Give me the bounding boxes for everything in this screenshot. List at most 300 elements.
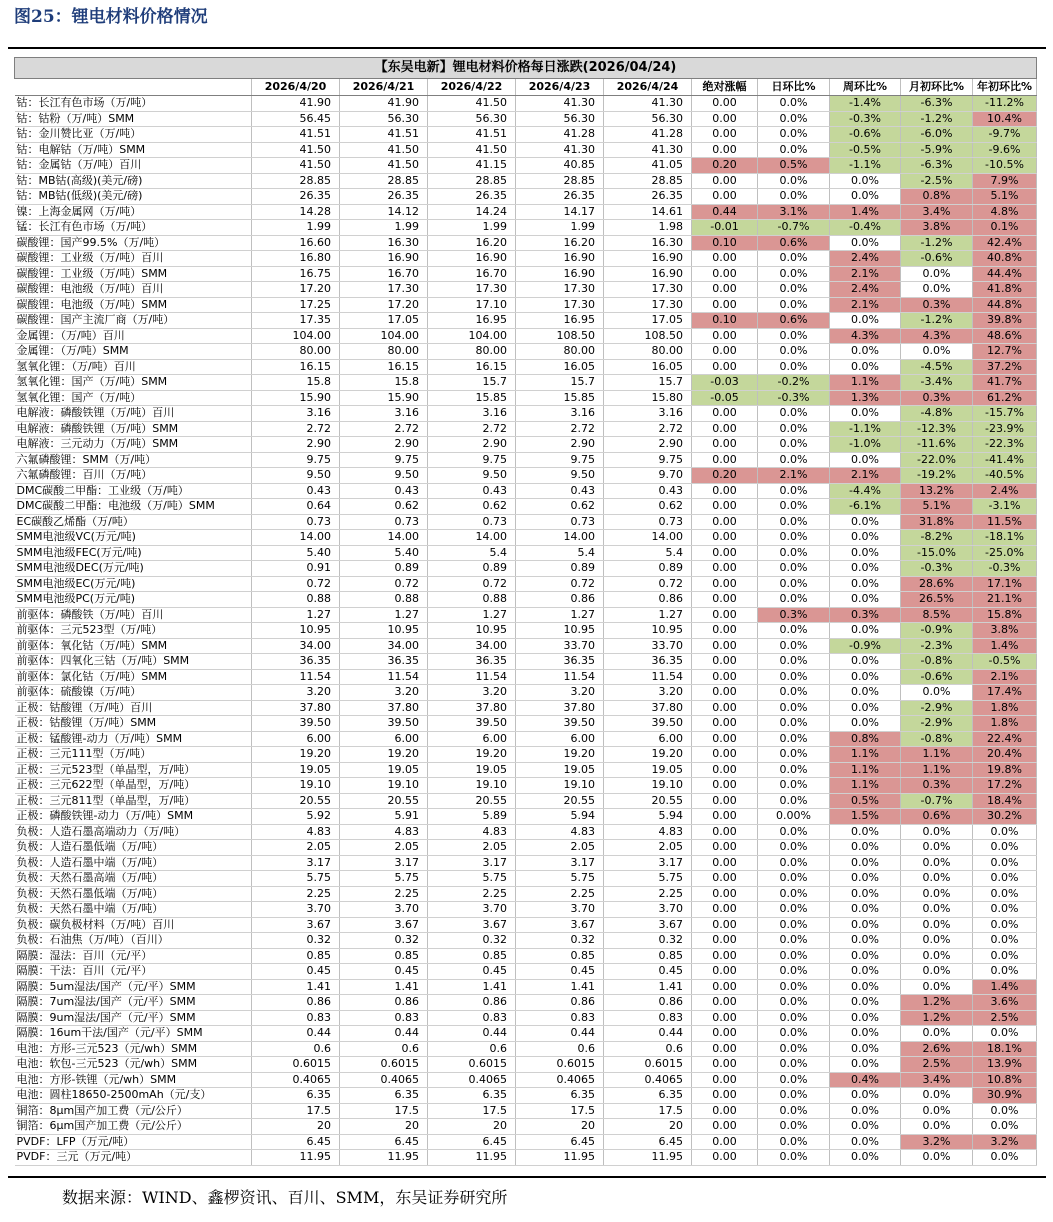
price-cell: 11.54 <box>252 669 340 685</box>
price-cell: 0.83 <box>428 1010 516 1026</box>
change-cell: -18.1% <box>973 530 1037 546</box>
price-cell: 0.44 <box>340 1026 428 1042</box>
price-cell: 56.30 <box>604 111 692 127</box>
table-row <box>15 390 1037 406</box>
table-row <box>15 607 1037 623</box>
material-name-cell: 镍：上海金属网（万/吨） <box>15 204 252 220</box>
change-cell: -1.1% <box>830 421 901 437</box>
price-cell: 5.75 <box>252 871 340 887</box>
change-cell: -5.9% <box>901 142 973 158</box>
change-cell: 0.0% <box>830 452 901 468</box>
material-name-cell: 钴：MB钴(高级)(美元/磅) <box>15 173 252 189</box>
table-row <box>15 793 1037 809</box>
change-cell: 44.8% <box>973 297 1037 313</box>
price-cell: 0.45 <box>428 964 516 980</box>
price-cell: 9.50 <box>516 468 604 484</box>
change-cell: 0.0% <box>830 1010 901 1026</box>
top-rule <box>8 47 1046 49</box>
change-cell: 0.0% <box>758 886 830 902</box>
material-name-cell: 负极：人造石墨低端（万/吨） <box>15 840 252 856</box>
table-row <box>15 375 1037 391</box>
price-cell: 5.92 <box>252 809 340 825</box>
change-cell: 1.4% <box>973 979 1037 995</box>
change-cell: 0.0% <box>758 902 830 918</box>
change-cell: 0.0% <box>758 1057 830 1073</box>
change-cell: 0.00 <box>692 173 758 189</box>
change-cell: 0.0% <box>830 576 901 592</box>
change-cell: 2.1% <box>973 669 1037 685</box>
material-name-cell: 正极：三元111型（万/吨） <box>15 747 252 763</box>
change-cell: -0.01 <box>692 220 758 236</box>
price-cell: 11.95 <box>340 1150 428 1166</box>
change-cell: 31.8% <box>901 514 973 530</box>
change-cell: 0.0% <box>758 1134 830 1150</box>
material-name-cell: 电池：圆柱18650-2500mAh（元/支） <box>15 1088 252 1104</box>
change-cell: 0.0% <box>901 886 973 902</box>
price-cell: 2.72 <box>516 421 604 437</box>
change-cell: 0.0% <box>901 1088 973 1104</box>
price-cell: 3.70 <box>516 902 604 918</box>
change-cell: 0.0% <box>758 731 830 747</box>
change-cell: 0.0% <box>830 824 901 840</box>
source-note: 数据来源：WIND、鑫椤资讯、百川、SMM，东吴证券研究所 <box>62 1188 508 1207</box>
price-cell: 0.83 <box>516 1010 604 1026</box>
price-cell: 19.05 <box>604 762 692 778</box>
price-cell: 3.16 <box>516 406 604 422</box>
change-cell: 0.00 <box>692 824 758 840</box>
price-cell: 19.20 <box>340 747 428 763</box>
price-cell: 0.86 <box>604 995 692 1011</box>
change-cell: 17.2% <box>973 778 1037 794</box>
price-cell: 28.85 <box>252 173 340 189</box>
price-cell: 104.00 <box>428 328 516 344</box>
change-cell: -41.4% <box>973 452 1037 468</box>
change-cell: 0.44 <box>692 204 758 220</box>
material-name-cell: 隔膜：5um湿法/国产（元/平）SMM <box>15 979 252 995</box>
price-cell: 0.32 <box>252 933 340 949</box>
change-cell: -0.6% <box>901 251 973 267</box>
table-row <box>15 251 1037 267</box>
change-cell: 0.00 <box>692 716 758 732</box>
price-cell: 39.50 <box>252 716 340 732</box>
price-cell: 6.35 <box>604 1088 692 1104</box>
table-header-row <box>15 79 1037 96</box>
price-cell: 19.20 <box>428 747 516 763</box>
price-cell: 14.12 <box>340 204 428 220</box>
price-cell: 41.51 <box>428 127 516 143</box>
change-cell: -25.0% <box>973 545 1037 561</box>
change-cell: 0.0% <box>973 1150 1037 1166</box>
table-row <box>15 344 1037 360</box>
change-cell: 0.0% <box>758 173 830 189</box>
change-cell: 40.8% <box>973 251 1037 267</box>
change-cell: 0.0% <box>758 871 830 887</box>
change-cell: -0.8% <box>901 654 973 670</box>
price-cell: 11.54 <box>516 669 604 685</box>
price-cell: 16.70 <box>340 266 428 282</box>
price-cell: 17.5 <box>340 1103 428 1119</box>
change-cell: 0.00 <box>692 127 758 143</box>
change-cell: 0.0% <box>758 747 830 763</box>
change-cell: 0.0% <box>758 406 830 422</box>
price-cell: 5.89 <box>428 809 516 825</box>
table-row <box>15 142 1037 158</box>
price-cell: 16.30 <box>340 235 428 251</box>
change-cell: 0.0% <box>901 917 973 933</box>
table-row <box>15 561 1037 577</box>
price-cell: 9.50 <box>252 468 340 484</box>
change-cell: 0.0% <box>758 189 830 205</box>
price-cell: 0.72 <box>604 576 692 592</box>
material-name-cell: 负极：碳负极材料（万/吨）百川 <box>15 917 252 933</box>
price-cell: 0.89 <box>428 561 516 577</box>
table-row <box>15 1072 1037 1088</box>
price-cell: 9.75 <box>604 452 692 468</box>
change-cell: 0.0% <box>830 173 901 189</box>
price-cell: 16.15 <box>252 359 340 375</box>
change-cell: 3.4% <box>901 1072 973 1088</box>
change-cell: 0.00 <box>692 778 758 794</box>
price-cell: 3.17 <box>516 855 604 871</box>
price-cell: 5.94 <box>604 809 692 825</box>
change-cell: 0.00 <box>692 1057 758 1073</box>
price-cell: 0.6015 <box>252 1057 340 1073</box>
change-cell: 0.0% <box>758 297 830 313</box>
change-cell: -23.9% <box>973 421 1037 437</box>
price-cell: 0.88 <box>340 592 428 608</box>
price-cell: 0.44 <box>516 1026 604 1042</box>
change-cell: -0.3% <box>901 561 973 577</box>
table-row <box>15 886 1037 902</box>
change-cell: 0.5% <box>830 793 901 809</box>
change-cell: 0.0% <box>758 576 830 592</box>
price-cell: 5.40 <box>340 545 428 561</box>
price-cell: 6.00 <box>340 731 428 747</box>
price-cell: 15.7 <box>516 375 604 391</box>
price-cell: 0.86 <box>340 995 428 1011</box>
change-cell: 0.00 <box>692 1026 758 1042</box>
table-row <box>15 716 1037 732</box>
change-cell: -4.8% <box>901 406 973 422</box>
price-cell: 0.62 <box>604 499 692 515</box>
change-cell: 0.00 <box>692 1103 758 1119</box>
price-cell: 2.05 <box>340 840 428 856</box>
material-name-cell: 六氟磷酸锂：百川（万/吨） <box>15 468 252 484</box>
change-cell: 30.9% <box>973 1088 1037 1104</box>
material-name-cell: 金属锂：（万/吨）百川 <box>15 328 252 344</box>
change-cell: 0.00 <box>692 731 758 747</box>
change-cell: 0.0% <box>758 654 830 670</box>
material-name-cell: 前驱体：磷酸铁（万/吨）百川 <box>15 607 252 623</box>
change-cell: 0.0% <box>901 685 973 701</box>
change-cell: 0.0% <box>758 979 830 995</box>
price-cell: 0.62 <box>516 499 604 515</box>
table-row <box>15 747 1037 763</box>
price-cell: 2.05 <box>604 840 692 856</box>
change-cell: 0.0% <box>830 716 901 732</box>
price-cell: 0.72 <box>516 576 604 592</box>
change-cell: 3.8% <box>973 623 1037 639</box>
table-row <box>15 421 1037 437</box>
change-cell: -0.2% <box>758 375 830 391</box>
change-cell: 0.0% <box>830 855 901 871</box>
change-cell: 1.2% <box>901 1010 973 1026</box>
change-cell: 0.00 <box>692 437 758 453</box>
material-name-cell: 正极：三元811型（单晶型，万/吨） <box>15 793 252 809</box>
material-name-cell: 锰：长江有色市场（万/吨） <box>15 220 252 236</box>
change-cell: 0.3% <box>758 607 830 623</box>
change-cell: -19.2% <box>901 468 973 484</box>
price-cell: 0.43 <box>340 483 428 499</box>
price-cell: 0.45 <box>252 964 340 980</box>
change-cell: 0.20 <box>692 158 758 174</box>
change-cell: 0.0% <box>758 700 830 716</box>
material-name-cell: 铜箔：6μm国产加工费（元/公斤） <box>15 1119 252 1135</box>
price-cell: 6.35 <box>340 1088 428 1104</box>
change-cell: 0.00 <box>692 793 758 809</box>
change-cell: 0.00 <box>692 142 758 158</box>
change-cell: -2.5% <box>901 173 973 189</box>
change-cell: 0.0% <box>901 964 973 980</box>
table-title: 【东吴电新】锂电材料价格每日涨跌(2026/04/24) <box>15 58 1037 79</box>
change-cell: 0.0% <box>830 917 901 933</box>
change-cell: 3.8% <box>901 220 973 236</box>
price-cell: 14.17 <box>516 204 604 220</box>
change-cell: -40.5% <box>973 468 1037 484</box>
price-cell: 0.88 <box>252 592 340 608</box>
material-name-cell: 负极：天然石墨高端（万/吨） <box>15 871 252 887</box>
change-cell: 0.00 <box>692 1134 758 1150</box>
change-cell: 0.00 <box>692 359 758 375</box>
price-cell: 2.25 <box>516 886 604 902</box>
change-cell: 10.8% <box>973 1072 1037 1088</box>
change-cell: 0.00 <box>692 561 758 577</box>
change-cell: 41.8% <box>973 282 1037 298</box>
change-cell: 26.5% <box>901 592 973 608</box>
change-cell: 0.0% <box>830 995 901 1011</box>
change-cell: 15.8% <box>973 607 1037 623</box>
price-cell: 19.10 <box>340 778 428 794</box>
material-name-cell: 电解液：三元动力（万/吨）SMM <box>15 437 252 453</box>
change-cell: 0.0% <box>830 964 901 980</box>
price-cell: 9.50 <box>428 468 516 484</box>
price-cell: 1.41 <box>252 979 340 995</box>
table-row <box>15 328 1037 344</box>
price-cell: 19.20 <box>604 747 692 763</box>
price-cell: 11.95 <box>516 1150 604 1166</box>
change-cell: 0.0% <box>830 530 901 546</box>
change-cell: 0.0% <box>758 111 830 127</box>
price-cell: 3.67 <box>428 917 516 933</box>
price-cell: 41.30 <box>604 142 692 158</box>
change-cell: 0.00 <box>692 948 758 964</box>
price-cell: 104.00 <box>340 328 428 344</box>
price-cell: 41.50 <box>252 142 340 158</box>
price-cell: 40.85 <box>516 158 604 174</box>
price-cell: 108.50 <box>604 328 692 344</box>
change-cell: 0.0% <box>758 824 830 840</box>
change-cell: 17.1% <box>973 576 1037 592</box>
price-cell: 17.30 <box>428 282 516 298</box>
price-cell: 2.72 <box>340 421 428 437</box>
change-cell: -0.7% <box>901 793 973 809</box>
price-cell: 0.83 <box>340 1010 428 1026</box>
price-cell: 41.30 <box>516 96 604 112</box>
price-cell: 39.50 <box>428 716 516 732</box>
material-name-cell: 碳酸锂：工业级（万/吨）百川 <box>15 251 252 267</box>
change-cell: -0.9% <box>830 638 901 654</box>
change-cell: -4.5% <box>901 359 973 375</box>
price-cell: 20.55 <box>340 793 428 809</box>
price-cell: 1.27 <box>252 607 340 623</box>
change-cell: 0.0% <box>830 1026 901 1042</box>
change-cell: 2.1% <box>830 297 901 313</box>
change-cell: 0.0% <box>758 716 830 732</box>
change-cell: 0.0% <box>758 669 830 685</box>
change-cell: -6.0% <box>901 127 973 143</box>
change-cell: 0.0% <box>758 266 830 282</box>
price-cell: 1.99 <box>516 220 604 236</box>
change-cell: 61.2% <box>973 390 1037 406</box>
change-cell: 0.0% <box>758 421 830 437</box>
price-cell: 17.5 <box>428 1103 516 1119</box>
price-cell: 28.85 <box>604 173 692 189</box>
price-cell: 56.30 <box>516 111 604 127</box>
change-cell: 0.10 <box>692 235 758 251</box>
table-row <box>15 96 1037 112</box>
change-cell: 0.0% <box>830 933 901 949</box>
change-cell: 0.00 <box>692 266 758 282</box>
material-name-cell: 前驱体：四氧化三钴（万/吨）SMM <box>15 654 252 670</box>
price-cell: 5.94 <box>516 809 604 825</box>
change-cell: 0.00 <box>692 530 758 546</box>
change-cell: -0.3% <box>830 111 901 127</box>
material-name-cell: 钴：MB钴(低级)(美元/磅) <box>15 189 252 205</box>
change-cell: 0.0% <box>973 855 1037 871</box>
price-cell: 39.50 <box>604 716 692 732</box>
change-cell: 4.3% <box>901 328 973 344</box>
price-cell: 41.30 <box>604 96 692 112</box>
price-cell: 0.89 <box>604 561 692 577</box>
change-cell: 0.0% <box>758 995 830 1011</box>
price-cell: 6.45 <box>604 1134 692 1150</box>
price-cell: 5.75 <box>604 871 692 887</box>
change-cell: 1.8% <box>973 716 1037 732</box>
change-cell: 0.0% <box>830 1103 901 1119</box>
change-cell: 0.8% <box>901 189 973 205</box>
price-cell: 39.50 <box>516 716 604 732</box>
price-cell: 17.05 <box>604 313 692 329</box>
price-cell: 0.83 <box>604 1010 692 1026</box>
price-cell: 0.45 <box>340 964 428 980</box>
change-cell: -10.5% <box>973 158 1037 174</box>
change-cell: 0.0% <box>758 762 830 778</box>
change-cell: 0.0% <box>901 979 973 995</box>
price-cell: 15.90 <box>340 390 428 406</box>
change-cell: 0.0% <box>758 1119 830 1135</box>
change-cell: 0.00 <box>692 669 758 685</box>
change-cell: 0.00 <box>692 654 758 670</box>
price-cell: 26.35 <box>428 189 516 205</box>
material-name-cell: 前驱体：氧化钴（万/吨）SMM <box>15 638 252 654</box>
price-cell: 6.00 <box>516 731 604 747</box>
price-cell: 17.5 <box>604 1103 692 1119</box>
price-cell: 19.05 <box>516 762 604 778</box>
price-cell: 0.44 <box>428 1026 516 1042</box>
price-cell: 80.00 <box>340 344 428 360</box>
change-cell: 13.2% <box>901 483 973 499</box>
price-cell: 1.98 <box>604 220 692 236</box>
price-cell: 1.27 <box>516 607 604 623</box>
price-cell: 1.99 <box>428 220 516 236</box>
price-cell: 20.55 <box>516 793 604 809</box>
change-cell: 0.3% <box>830 607 901 623</box>
table-row <box>15 824 1037 840</box>
change-cell: 0.00 <box>692 840 758 856</box>
price-cell: 16.15 <box>428 359 516 375</box>
price-cell: 0.4065 <box>428 1072 516 1088</box>
price-cell: 1.27 <box>604 607 692 623</box>
change-cell: -8.2% <box>901 530 973 546</box>
table-row <box>15 855 1037 871</box>
price-cell: 19.20 <box>516 747 604 763</box>
price-cell: 28.85 <box>516 173 604 189</box>
change-cell: -9.7% <box>973 127 1037 143</box>
change-cell: -0.4% <box>830 220 901 236</box>
change-cell: 12.7% <box>973 344 1037 360</box>
change-cell: 0.0% <box>758 344 830 360</box>
price-cell: 37.80 <box>428 700 516 716</box>
change-cell: -0.3% <box>758 390 830 406</box>
column-header: 年初环比% <box>973 79 1037 96</box>
column-header: 2026/4/23 <box>516 79 604 96</box>
price-cell: 14.00 <box>340 530 428 546</box>
price-cell: 2.25 <box>428 886 516 902</box>
price-cell: 14.24 <box>428 204 516 220</box>
price-cell: 3.67 <box>252 917 340 933</box>
change-cell: 0.0% <box>758 499 830 515</box>
table-row <box>15 514 1037 530</box>
change-cell: 0.0% <box>901 266 973 282</box>
table-row <box>15 127 1037 143</box>
price-cell: 0.89 <box>516 561 604 577</box>
price-cell: 0.32 <box>516 933 604 949</box>
change-cell: 0.00 <box>692 917 758 933</box>
price-cell: 0.86 <box>428 995 516 1011</box>
material-name-cell: 隔膜：湿法：百川（元/平） <box>15 948 252 964</box>
change-cell: 0.0% <box>758 948 830 964</box>
price-cell: 0.86 <box>604 592 692 608</box>
price-cell: 41.28 <box>604 127 692 143</box>
change-cell: 1.1% <box>830 375 901 391</box>
table-row <box>15 778 1037 794</box>
change-cell: 0.10 <box>692 313 758 329</box>
price-cell: 16.75 <box>252 266 340 282</box>
price-cell: 33.70 <box>516 638 604 654</box>
change-cell: 0.0% <box>973 948 1037 964</box>
change-cell: 0.1% <box>973 220 1037 236</box>
table-row <box>15 158 1037 174</box>
price-cell: 10.95 <box>340 623 428 639</box>
change-cell: 37.2% <box>973 359 1037 375</box>
change-cell: -4.4% <box>830 483 901 499</box>
change-cell: 2.5% <box>973 1010 1037 1026</box>
change-cell: 0.0% <box>830 1041 901 1057</box>
change-cell: 0.00 <box>692 871 758 887</box>
change-cell: -15.7% <box>973 406 1037 422</box>
change-cell: 0.0% <box>758 545 830 561</box>
change-cell: 0.00 <box>692 282 758 298</box>
